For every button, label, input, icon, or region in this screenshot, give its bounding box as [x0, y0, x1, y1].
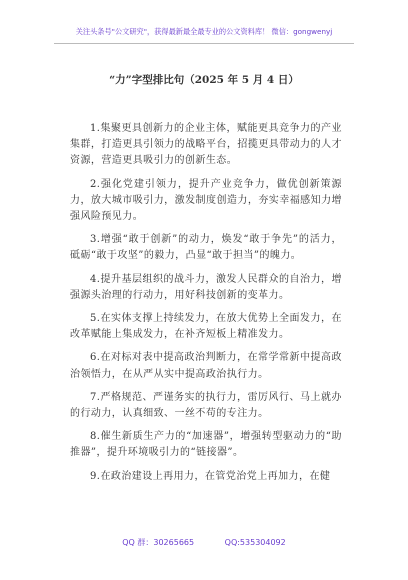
footer-qq-number: QQ:535304092	[224, 538, 286, 547]
paragraph-9: 9.在政治建设上再用力，在管党治党上再加力，在健	[90, 470, 331, 482]
paragraph-1: 1.集聚更具创新力的企业主体，赋能更具竞争力的产业集群，打造更具引领力的战略平台，招揽更具带动力的人才资源，营造更具吸引力的创新生态。	[70, 123, 342, 167]
document-title: “力”字型排比句（2025 年 5 月 4 日）	[109, 74, 299, 86]
footer	[0, 537, 408, 548]
paragraph-6: 6.在对标对表中提高政治判断力，在常学常新中提高政治领悟力，在从严从实中提高政治执行力。	[70, 352, 342, 380]
paragraph-3: 3.增强“敢于创新”的动力，焕发“敢于争先”的活力，砥砺“敢于攻坚”的毅力，凸显“敢于担当”的魄力。	[70, 234, 342, 262]
paragraph-7: 7.严格规范、严谨务实的执行力，雷厉风行、马上就办的行动力，认真细致、一丝不苟的专注力。	[70, 391, 342, 420]
footer-qq-group: QQ 群：30265665	[122, 538, 195, 547]
paragraph-4: 4.提升基层组织的战斗力，激发人民群众的自治力，增强源头治理的行动力，用好科技创新的变革力。	[70, 273, 342, 301]
header-notice: 关注头条号"公文研究"，获得最新最全最专业的公文资料库！ 微信：gongwenyj	[75, 27, 333, 36]
paragraph-2: 2.强化党建引领力，提升产业竞争力，做优创新策源力，放大城市吸引力，激发制度创造力，夯实幸福感知力增强风险预见力。	[70, 178, 342, 223]
paragraph-8: 8.催生新质生产力的“加速器”，增强转型驱动力的“助推器”，提升环境吸引力的“链接器”。	[70, 431, 342, 459]
document-body	[70, 121, 342, 492]
paragraph-5: 5.在实体支撑上持续发力，在放大优势上全面发力，在改革赋能上集成发力，在补齐短板上精准发力。	[70, 313, 342, 341]
header-divider	[54, 43, 354, 44]
